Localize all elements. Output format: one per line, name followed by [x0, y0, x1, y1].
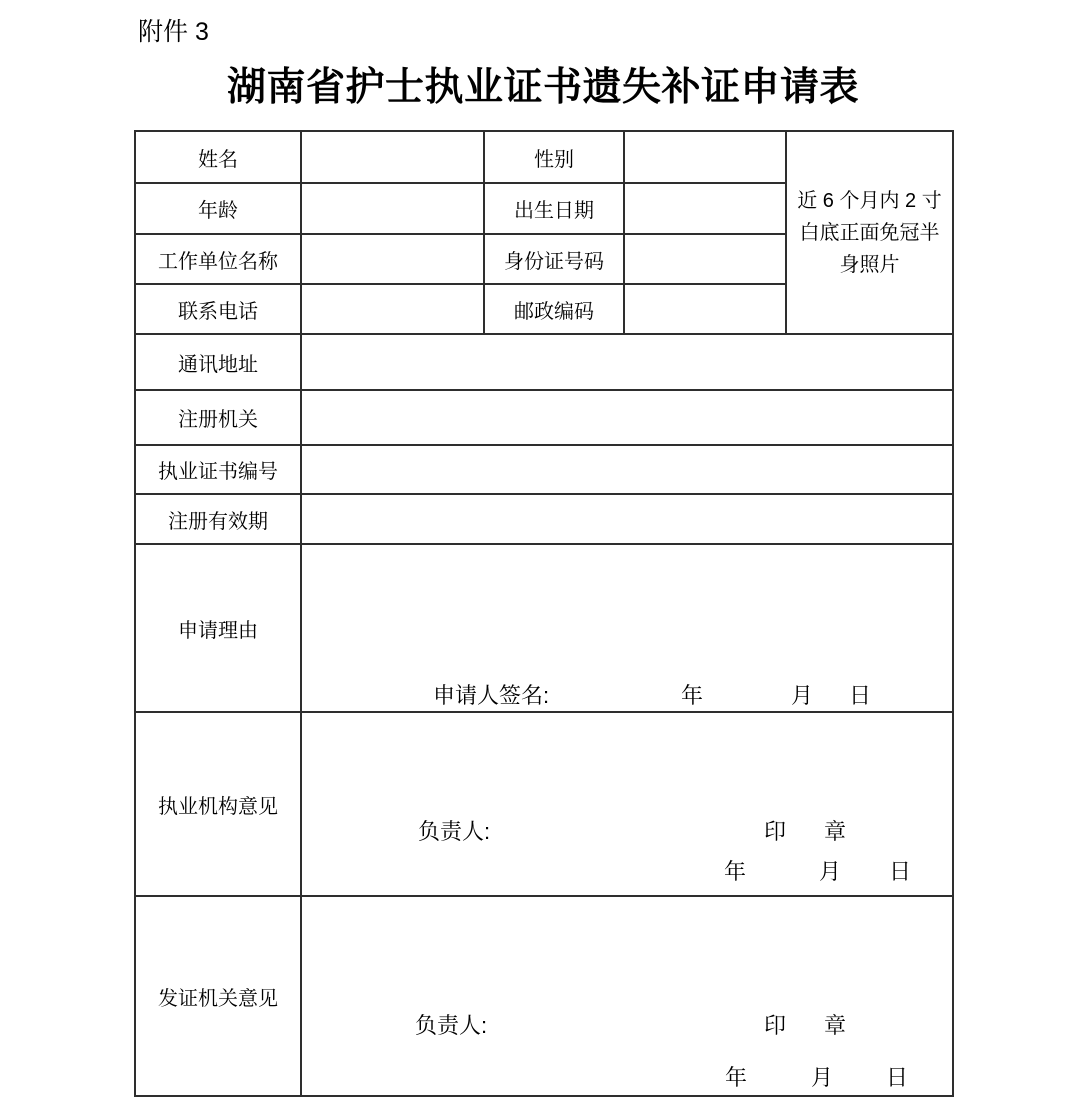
institution-month-label: 月	[819, 859, 842, 884]
registration-authority-field[interactable]	[301, 390, 953, 445]
authority-responsible-label: 负责人:	[415, 1013, 488, 1038]
form-title: 湖南省护士执业证书遗失补证申请表	[226, 66, 859, 109]
reason-year-label: 年	[681, 683, 704, 708]
authority-month-label: 月	[811, 1065, 834, 1090]
row-name-gender	[135, 131, 953, 183]
registration-validity-field[interactable]	[301, 494, 953, 544]
issuing-authority-opinion-label: 发证机关意见	[135, 896, 301, 1096]
application-reason-field[interactable]	[301, 544, 953, 712]
postal-code-field[interactable]	[624, 284, 786, 334]
birth-date-field[interactable]	[624, 183, 786, 234]
practice-institution-opinion-label: 执业机构意见	[135, 712, 301, 896]
birth-date-label: 出生日期	[484, 183, 624, 234]
phone-label: 联系电话	[135, 284, 301, 334]
row-certificate-number	[135, 445, 953, 494]
name-label: 姓名	[135, 131, 301, 183]
attachment-label: 附件 3	[138, 18, 209, 46]
phone-field[interactable]	[301, 284, 484, 334]
institution-day-label: 日	[889, 859, 912, 884]
issuing-authority-opinion-field[interactable]	[301, 896, 953, 1096]
practice-institution-opinion-field[interactable]	[301, 712, 953, 896]
authority-day-label: 日	[886, 1065, 909, 1090]
authority-year-label: 年	[725, 1065, 748, 1090]
institution-year-label: 年	[724, 859, 747, 884]
gender-label: 性别	[484, 131, 624, 183]
row-authority-opinion	[135, 896, 953, 1096]
work-unit-field[interactable]	[301, 234, 484, 284]
gender-field[interactable]	[624, 131, 786, 183]
photo-note-line3: 身照片	[839, 253, 900, 276]
institution-seal-label: 印 章	[764, 819, 855, 844]
photo-note-line2: 白底正面免冠半	[799, 221, 940, 244]
photo-box	[786, 131, 953, 334]
row-application-reason	[135, 544, 953, 712]
row-registration-validity	[135, 494, 953, 544]
postal-code-label: 邮政编码	[484, 284, 624, 334]
reason-day-label: 日	[849, 683, 872, 708]
age-label: 年龄	[135, 183, 301, 234]
certificate-number-field[interactable]	[301, 445, 953, 494]
institution-responsible-label: 负责人:	[418, 819, 491, 844]
address-label: 通讯地址	[135, 334, 301, 390]
id-number-label: 身份证号码	[484, 234, 624, 284]
name-field[interactable]	[301, 131, 484, 183]
application-reason-label: 申请理由	[135, 544, 301, 712]
row-registration-authority	[135, 390, 953, 445]
photo-note-line1: 近 6 个月内 2 寸	[797, 189, 942, 212]
row-address	[135, 334, 953, 390]
authority-seal-label: 印 章	[764, 1013, 855, 1038]
address-field[interactable]	[301, 334, 953, 390]
work-unit-label: 工作单位名称	[135, 234, 301, 284]
registration-validity-label: 注册有效期	[135, 494, 301, 544]
id-number-field[interactable]	[624, 234, 786, 284]
reason-month-label: 月	[791, 683, 814, 708]
application-form-table	[134, 130, 954, 1097]
row-institution-opinion	[135, 712, 953, 896]
registration-authority-label: 注册机关	[135, 390, 301, 445]
certificate-number-label: 执业证书编号	[135, 445, 301, 494]
applicant-signature-label: 申请人签名:	[433, 683, 550, 708]
age-field[interactable]	[301, 183, 484, 234]
